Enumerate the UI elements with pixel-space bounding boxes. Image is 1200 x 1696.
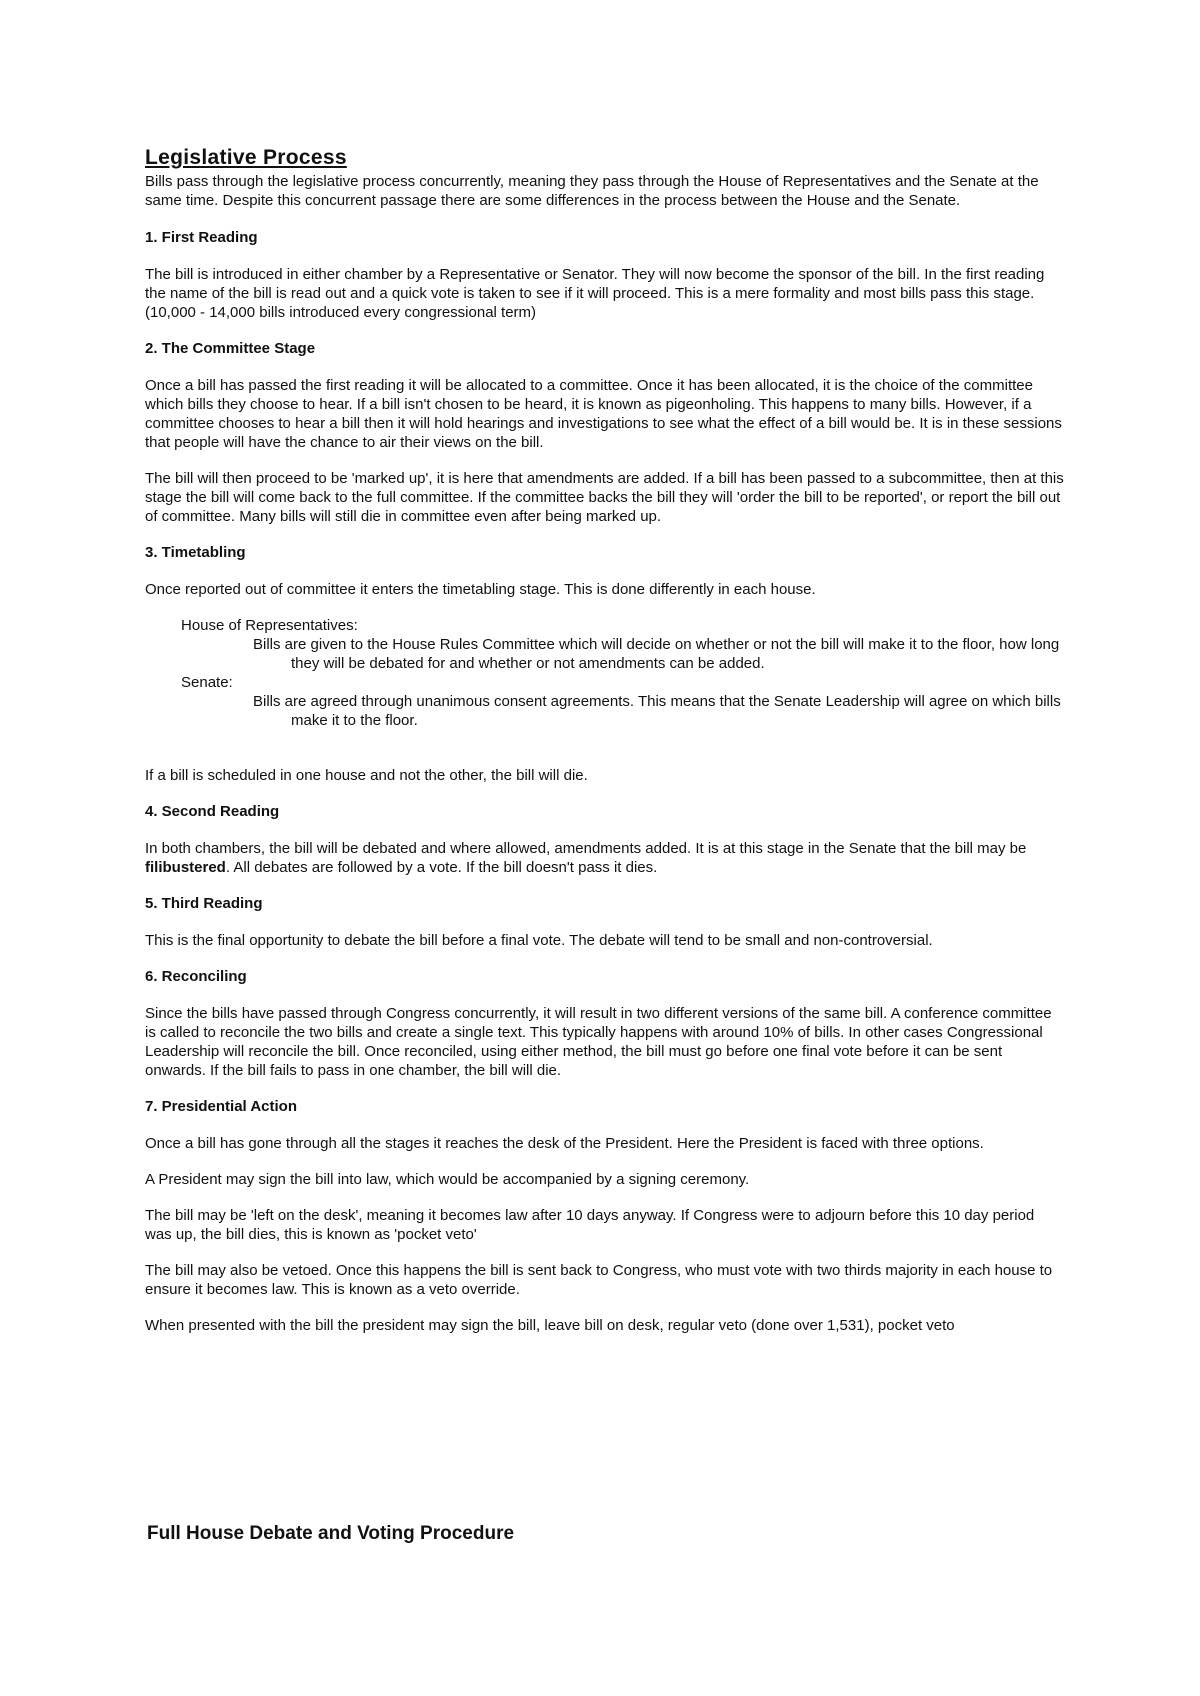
third-reading-paragraph: This is the final opportunity to debate the bill before a final vote. The debate will tend to be small and non-controversial.	[145, 932, 933, 949]
senate-text: Bills are agreed through unanimous consent agreements. This means that the Senate Leadership will agree on which bills make it to the floor.	[253, 693, 1061, 729]
section-heading-reconciling: 6. Reconciling	[145, 968, 247, 985]
section-heading-first-reading: 1. First Reading	[145, 229, 258, 246]
committee-stage-paragraph-1: Once a bill has passed the first reading it will be allocated to a committee. Once it has been allocated, it is the choice of the committee which bills they choose to hear. If a bill isn't chosen to be heard, it is known as pigeonholing. This happens to many bills. However, if a committee chooses to hear a bill then it will hold hearings and investigations to see what the effect of a bill would be. It is in these sessions that people will have the chance to air their views on the bill.	[145, 377, 1062, 451]
committee-stage-paragraph-2: The bill will then proceed to be 'marked up', it is here that amendments are added. If a bill has been passed to a subcommittee, then at this stage the bill will come back to the full committee. If the committee backs the bill they will 'order the bill to be reported', or report the bill out of committee. Many bills will still die in committee even after being marked up.	[145, 470, 1064, 525]
full-house-debate-heading: Full House Debate and Voting Procedure	[147, 1523, 515, 1544]
senate-label: Senate:	[181, 674, 233, 691]
section-heading-presidential-action: 7. Presidential Action	[145, 1098, 297, 1115]
second-reading-paragraph	[145, 839, 1065, 877]
section-heading-third-reading: 5. Third Reading	[145, 895, 263, 912]
presidential-action-paragraph-4: The bill may also be vetoed. Once this happens the bill is sent back to Congress, who must vote with two thirds majority in each house to ensure it becomes law. This is known as a veto override.	[145, 1262, 1053, 1298]
timetabling-chamber-list	[181, 616, 1065, 730]
document-body	[145, 145, 1065, 1352]
house-label: House of Representatives:	[181, 617, 358, 634]
presidential-action-paragraph-2: A President may sign the bill into law, which would be accompanied by a signing ceremony.	[145, 1171, 750, 1188]
page-title: Legislative Process	[145, 146, 347, 169]
second-reading-text-2: . All debates are followed by a vote. If the bill doesn't pass it dies.	[225, 859, 658, 876]
presidential-action-paragraph-5: When presented with the bill the president may sign the bill, leave bill on desk, regular veto (done over 1,531), pocket veto	[145, 1317, 955, 1334]
section-heading-second-reading: 4. Second Reading	[145, 803, 280, 820]
house-text: Bills are given to the House Rules Committee which will decide on whether or not the bill will make it to the floor, how long they will be debated for and whether or not amendments can be added.	[253, 636, 1060, 672]
presidential-action-paragraph-3: The bill may be 'left on the desk', meaning it becomes law after 10 days anyway. If Congress were to adjourn before this 10 day period was up, the bill dies, this is known as 'pocket veto'	[145, 1207, 1035, 1243]
presidential-action-paragraph-1: Once a bill has gone through all the stages it reaches the desk of the President. Here the President is faced with three options.	[145, 1135, 984, 1152]
section-heading-timetabling: 3. Timetabling	[145, 544, 246, 561]
section-heading-committee-stage: 2. The Committee Stage	[145, 340, 316, 357]
filibustered-term: filibustered	[145, 859, 226, 876]
intro-paragraph: Bills pass through the legislative process concurrently, meaning they pass through the House of Representatives and the Senate at the same time. Despite this concurrent passage there are some differences in the process between the House and the Senate.	[145, 173, 1039, 209]
second-reading-text-1: In both chambers, the bill will be debated and where allowed, amendments added. It is at this stage in the Senate that the bill may be	[145, 840, 1027, 857]
timetabling-paragraph-1: Once reported out of committee it enters the timetabling stage. This is done differently in each house.	[145, 581, 816, 598]
reconciling-paragraph: Since the bills have passed through Congress concurrently, it will result in two different versions of the same bill. A conference committee is called to reconcile the two bills and create a single text. This typically happens with around 10% of bills. In other cases Congressional Leadership will reconcile the bill. Once reconciled, using either method, the bill must go before one final vote before it can be sent onwards. If the bill fails to pass in one chamber, the bill will die.	[145, 1005, 1052, 1079]
first-reading-paragraph: The bill is introduced in either chamber by a Representative or Senator. They will now become the sponsor of the bill. In the first reading the name of the bill is read out and a quick vote is taken to see if it will proceed. This is a mere formality and most bills pass this stage. (10,000 - 14,000 bills introduced every congressional term)	[145, 266, 1045, 321]
timetabling-paragraph-2: If a bill is scheduled in one house and not the other, the bill will die.	[145, 767, 588, 784]
